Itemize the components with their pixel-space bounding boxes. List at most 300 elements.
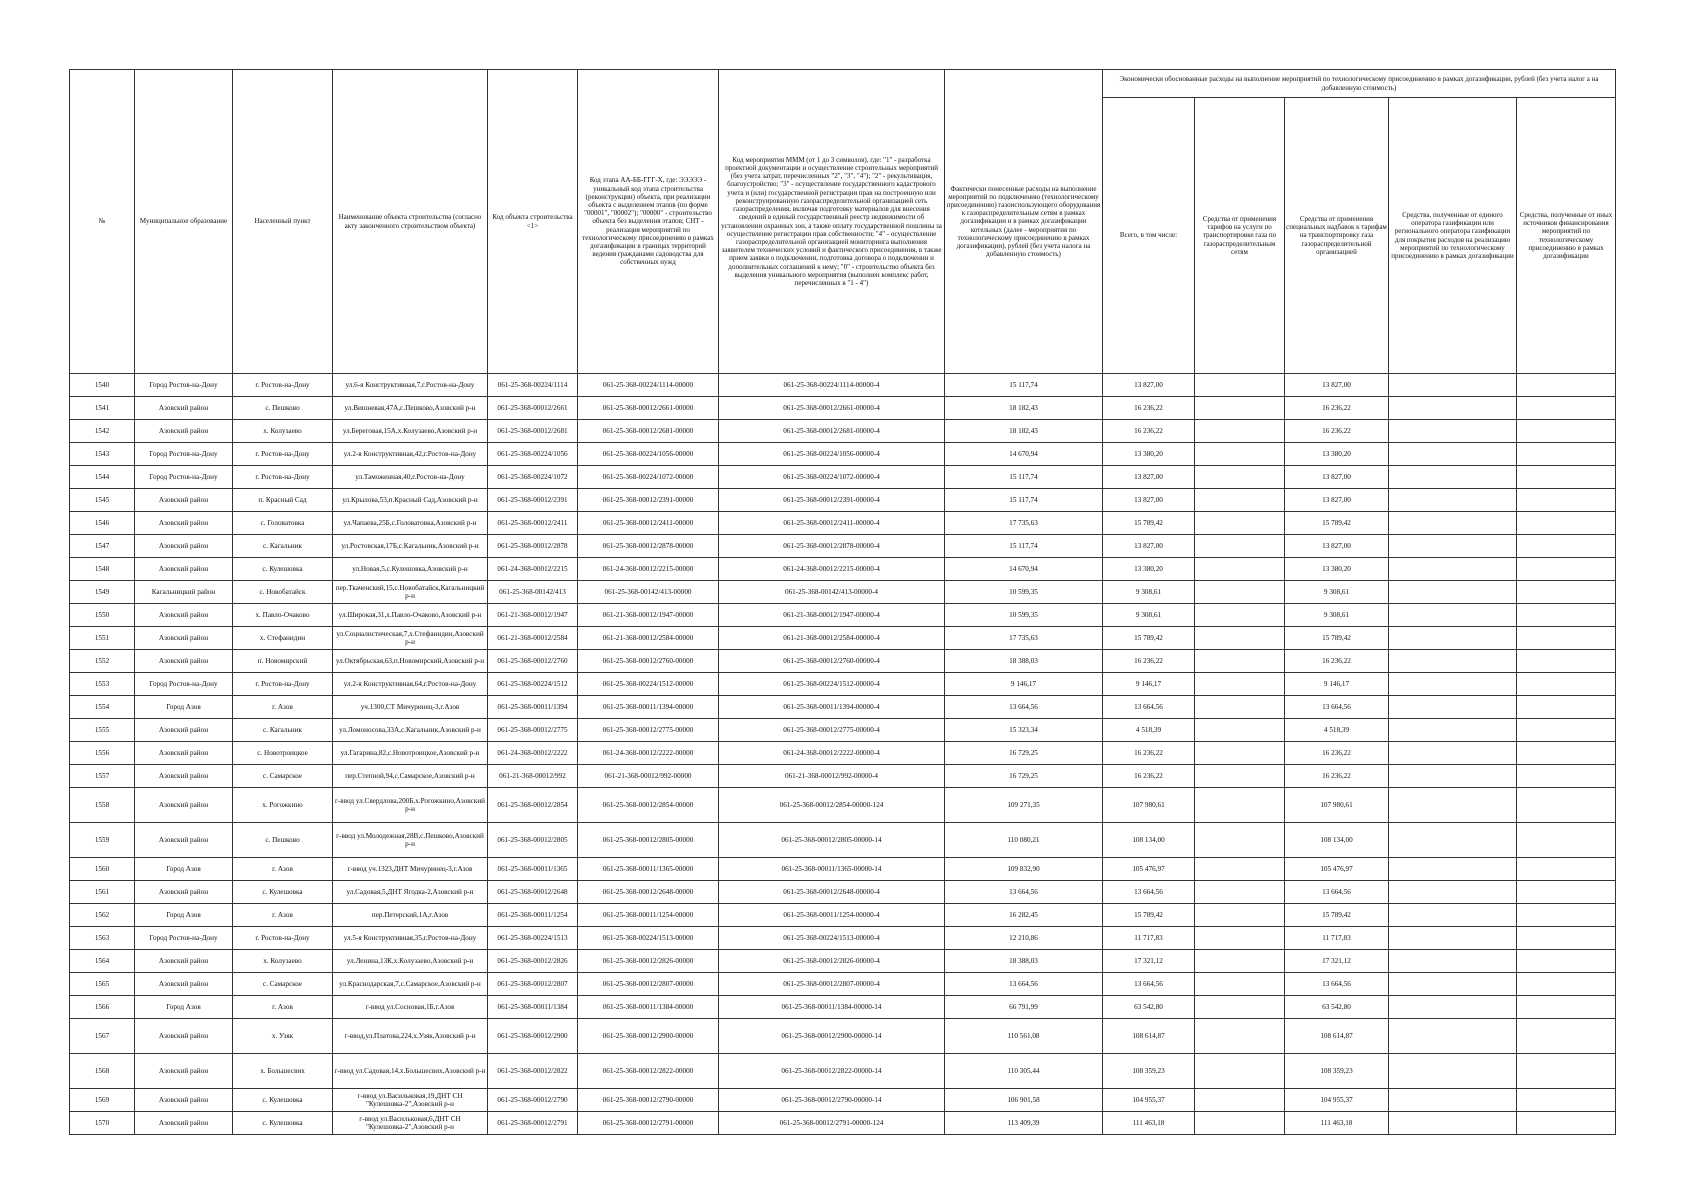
surcharge-funds-cell: 13 380,20: [1285, 558, 1389, 581]
municipality-cell: Азовский район: [135, 397, 233, 420]
tariff-funds-cell: [1195, 581, 1285, 604]
surcharge-funds-cell: 111 463,18: [1285, 1112, 1389, 1135]
total-cell: 16 236,22: [1103, 650, 1195, 673]
object-code-cell: 061-25-368-00012/2775: [488, 719, 578, 742]
municipality-cell: Азовский район: [135, 950, 233, 973]
header-settlement: Населенный пункт: [233, 70, 333, 374]
event-code-cell: 061-25-368-00012/2900-00000-14: [719, 1019, 945, 1054]
settlement-cell: х. Стефанидин: [233, 627, 333, 650]
object-code-cell: 061-24-368-00012/2222: [488, 742, 578, 765]
settlement-cell: х. Колузаево: [233, 420, 333, 443]
other-funds-cell: [1517, 466, 1616, 489]
actual-costs-cell: 14 670,94: [945, 558, 1103, 581]
header-municipality: Муниципальное образование: [135, 70, 233, 374]
municipality-cell: Азовский район: [135, 973, 233, 996]
tariff-funds-cell: [1195, 788, 1285, 823]
event-code-cell: 061-25-368-00012/2681-00000-4: [719, 420, 945, 443]
municipality-cell: Азовский район: [135, 558, 233, 581]
object-name-cell: ул.Гагарина,82,с.Новотроицкое,Азовский р-н: [333, 742, 488, 765]
object-name-cell: уч.1300,СТ Мичуринец-3,г.Азов: [333, 696, 488, 719]
total-cell: 17 321,12: [1103, 950, 1195, 973]
settlement-cell: х. Колузаево: [233, 950, 333, 973]
municipality-cell: Город Ростов-на-Дону: [135, 466, 233, 489]
municipality-cell: Город Ростов-на-Дону: [135, 443, 233, 466]
other-funds-cell: [1517, 788, 1616, 823]
stage-code-cell: 061-24-368-00012/2222-00000: [578, 742, 719, 765]
tariff-funds-cell: [1195, 558, 1285, 581]
municipality-cell: Азовский район: [135, 742, 233, 765]
municipality-cell: Азовский район: [135, 535, 233, 558]
row-number-cell: 1570: [70, 1112, 135, 1135]
total-cell: 13 827,00: [1103, 466, 1195, 489]
operator-funds-cell: [1389, 581, 1517, 604]
settlement-cell: с. Пешково: [233, 823, 333, 858]
table-header: [70, 70, 1616, 374]
total-cell: 63 542,80: [1103, 996, 1195, 1019]
row-number-cell: 1549: [70, 581, 135, 604]
table-row: [70, 673, 1616, 696]
tariff-funds-cell: [1195, 374, 1285, 397]
municipality-cell: Кагальницкий район: [135, 581, 233, 604]
stage-code-cell: 061-21-368-00012/1947-00000: [578, 604, 719, 627]
tariff-funds-cell: [1195, 673, 1285, 696]
tariff-funds-cell: [1195, 604, 1285, 627]
table-row: [70, 950, 1616, 973]
row-number-cell: 1567: [70, 1019, 135, 1054]
total-cell: 13 380,20: [1103, 558, 1195, 581]
object-code-cell: 061-25-368-00224/1056: [488, 443, 578, 466]
municipality-cell: Азовский район: [135, 719, 233, 742]
event-code-cell: 061-24-368-00012/2215-00000-4: [719, 558, 945, 581]
object-code-cell: 061-25-368-00012/2760: [488, 650, 578, 673]
other-funds-cell: [1517, 374, 1616, 397]
other-funds-cell: [1517, 535, 1616, 558]
operator-funds-cell: [1389, 788, 1517, 823]
total-cell: 15 789,42: [1103, 512, 1195, 535]
municipality-cell: Азовский район: [135, 788, 233, 823]
actual-costs-cell: 15 117,74: [945, 466, 1103, 489]
total-cell: 108 359,23: [1103, 1054, 1195, 1089]
event-code-cell: 061-25-368-00012/2805-00000-14: [719, 823, 945, 858]
total-cell: 13 380,20: [1103, 443, 1195, 466]
operator-funds-cell: [1389, 604, 1517, 627]
object-name-cell: ул.Ростовская,17Б,с.Кагальник,Азовский р-н: [333, 535, 488, 558]
surcharge-funds-cell: 13 664,56: [1285, 973, 1389, 996]
stage-code-cell: 061-25-368-00224/1513-00000: [578, 927, 719, 950]
object-name-cell: ул.Октябрьская,63,п.Новомирский,Азовский р-н: [333, 650, 488, 673]
municipality-cell: Город Ростов-на-Дону: [135, 374, 233, 397]
total-cell: 104 955,37: [1103, 1089, 1195, 1112]
stage-code-cell: 061-25-368-00142/413-00000: [578, 581, 719, 604]
tariff-funds-cell: [1195, 996, 1285, 1019]
surcharge-funds-cell: 15 789,42: [1285, 512, 1389, 535]
object-name-cell: ул.Вишневая,47А,с.Пешково,Азовский р-н: [333, 397, 488, 420]
actual-costs-cell: 109 271,35: [945, 788, 1103, 823]
row-number-cell: 1561: [70, 881, 135, 904]
actual-costs-cell: 17 735,63: [945, 627, 1103, 650]
stage-code-cell: 061-25-368-00012/2790-00000: [578, 1089, 719, 1112]
object-code-cell: 061-25-368-00012/2790: [488, 1089, 578, 1112]
settlement-cell: г. Азов: [233, 858, 333, 881]
event-code-cell: 061-25-368-00224/1114-00000-4: [719, 374, 945, 397]
other-funds-cell: [1517, 823, 1616, 858]
actual-costs-cell: 16 729,25: [945, 742, 1103, 765]
municipality-cell: Город Азов: [135, 858, 233, 881]
other-funds-cell: [1517, 1054, 1616, 1089]
object-name-cell: ул.Социалистическая,7,х.Стефанидин,Азовский р-н: [333, 627, 488, 650]
operator-funds-cell: [1389, 443, 1517, 466]
municipality-cell: Азовский район: [135, 1112, 233, 1135]
row-number-cell: 1568: [70, 1054, 135, 1089]
actual-costs-cell: 109 832,90: [945, 858, 1103, 881]
object-name-cell: г-ввод ул.Сосновая,1Б,г.Азов: [333, 996, 488, 1019]
object-name-cell: г-ввод,ул.Платова,224,х.Узяк,Азовский р-н: [333, 1019, 488, 1054]
event-code-cell: 061-25-368-00011/1254-00000-4: [719, 904, 945, 927]
municipality-cell: Азовский район: [135, 823, 233, 858]
object-name-cell: г-ввод ул.Молодежная,28В,с.Пешково,Азовский р-н: [333, 823, 488, 858]
surcharge-funds-cell: 13 664,56: [1285, 696, 1389, 719]
other-funds-cell: [1517, 742, 1616, 765]
stage-code-cell: 061-25-368-00224/1056-00000: [578, 443, 719, 466]
table-row: [70, 823, 1616, 858]
event-code-cell: 061-25-368-00011/1365-00000-14: [719, 858, 945, 881]
row-number-cell: 1564: [70, 950, 135, 973]
actual-costs-cell: 18 182,43: [945, 420, 1103, 443]
object-code-cell: 061-21-368-00012/1947: [488, 604, 578, 627]
row-number-cell: 1569: [70, 1089, 135, 1112]
surcharge-funds-cell: 104 955,37: [1285, 1089, 1389, 1112]
table-row: [70, 489, 1616, 512]
settlement-cell: с. Самарское: [233, 973, 333, 996]
actual-costs-cell: 113 409,39: [945, 1112, 1103, 1135]
surcharge-funds-cell: 15 789,42: [1285, 904, 1389, 927]
row-number-cell: 1566: [70, 996, 135, 1019]
total-cell: 105 476,97: [1103, 858, 1195, 881]
table-body: [70, 374, 1616, 1135]
actual-costs-cell: 106 901,58: [945, 1089, 1103, 1112]
table-row: [70, 443, 1616, 466]
event-code-cell: 061-25-368-00011/1384-00000-14: [719, 996, 945, 1019]
row-number-cell: 1556: [70, 742, 135, 765]
table-row: [70, 650, 1616, 673]
total-cell: 108 614,87: [1103, 1019, 1195, 1054]
total-cell: 13 827,00: [1103, 374, 1195, 397]
surcharge-funds-cell: 105 476,97: [1285, 858, 1389, 881]
object-name-cell: ул.5-я Конструктивная,35,г.Ростов-на-Дону: [333, 927, 488, 950]
table-row: [70, 627, 1616, 650]
table-row: [70, 973, 1616, 996]
other-funds-cell: [1517, 1089, 1616, 1112]
other-funds-cell: [1517, 650, 1616, 673]
stage-code-cell: 061-25-368-00012/2391-00000: [578, 489, 719, 512]
tariff-funds-cell: [1195, 535, 1285, 558]
settlement-cell: г. Азов: [233, 696, 333, 719]
stage-code-cell: 061-25-368-00012/2878-00000: [578, 535, 719, 558]
actual-costs-cell: 110 080,21: [945, 823, 1103, 858]
other-funds-cell: [1517, 1019, 1616, 1054]
other-funds-cell: [1517, 420, 1616, 443]
object-name-cell: ул.Садовая,5,ДНТ Ягодка-2,Азовский р-н: [333, 881, 488, 904]
table-row: [70, 397, 1616, 420]
row-number-cell: 1544: [70, 466, 135, 489]
event-code-cell: 061-25-368-00224/1056-00000-4: [719, 443, 945, 466]
table-row: [70, 1054, 1616, 1089]
actual-costs-cell: 13 664,56: [945, 696, 1103, 719]
table-row: [70, 788, 1616, 823]
stage-code-cell: 061-25-368-00012/2805-00000: [578, 823, 719, 858]
tariff-funds-cell: [1195, 627, 1285, 650]
object-code-cell: 061-25-368-00012/2411: [488, 512, 578, 535]
event-code-cell: 061-25-368-00012/2760-00000-4: [719, 650, 945, 673]
stage-code-cell: 061-25-368-00011/1394-00000: [578, 696, 719, 719]
operator-funds-cell: [1389, 558, 1517, 581]
tariff-funds-cell: [1195, 823, 1285, 858]
table-row: [70, 581, 1616, 604]
object-name-cell: г-ввод ул.Свердлова,200Б,х.Рогожкино,Азовский р-н: [333, 788, 488, 823]
settlement-cell: г. Азов: [233, 996, 333, 1019]
object-code-cell: 061-21-368-00012/2584: [488, 627, 578, 650]
settlement-cell: х. Павло-Очаково: [233, 604, 333, 627]
object-code-cell: 061-25-368-00011/1365: [488, 858, 578, 881]
row-number-cell: 1543: [70, 443, 135, 466]
header-group-justified-costs: Экономически обоснованные расходы на выполнение мероприятий по технологическому присоединению в рамках догазификации, рублей (без учета налог а на добавленную стоимость): [1103, 70, 1616, 98]
settlement-cell: с. Самарское: [233, 765, 333, 788]
row-number-cell: 1547: [70, 535, 135, 558]
municipality-cell: Азовский район: [135, 1054, 233, 1089]
total-cell: 11 717,83: [1103, 927, 1195, 950]
operator-funds-cell: [1389, 696, 1517, 719]
event-code-cell: 061-25-368-00012/2791-00000-124: [719, 1112, 945, 1135]
operator-funds-cell: [1389, 512, 1517, 535]
operator-funds-cell: [1389, 927, 1517, 950]
total-cell: 16 236,22: [1103, 420, 1195, 443]
other-funds-cell: [1517, 1112, 1616, 1135]
header-object-name: Наименование объекта строительства (согласно акту законченного строительством объекта): [333, 70, 488, 374]
total-cell: 16 236,22: [1103, 742, 1195, 765]
settlement-cell: х. Большесвих: [233, 1054, 333, 1089]
actual-costs-cell: 13 664,56: [945, 973, 1103, 996]
table-row: [70, 881, 1616, 904]
surcharge-funds-cell: 108 359,23: [1285, 1054, 1389, 1089]
settlement-cell: г. Ростов-на-Дону: [233, 466, 333, 489]
event-code-cell: 061-25-368-00012/2775-00000-4: [719, 719, 945, 742]
event-code-cell: 061-25-368-00012/2826-00000-4: [719, 950, 945, 973]
settlement-cell: г. Ростов-на-Дону: [233, 443, 333, 466]
event-code-cell: 061-25-368-00224/1512-00000-4: [719, 673, 945, 696]
stage-code-cell: 061-25-368-00012/2648-00000: [578, 881, 719, 904]
row-number-cell: 1560: [70, 858, 135, 881]
actual-costs-cell: 16 282,45: [945, 904, 1103, 927]
row-number-cell: 1553: [70, 673, 135, 696]
actual-costs-cell: 66 791,99: [945, 996, 1103, 1019]
actual-costs-cell: 18 388,03: [945, 650, 1103, 673]
stage-code-cell: 061-25-368-00224/1114-00000: [578, 374, 719, 397]
object-code-cell: 061-25-368-00011/1394: [488, 696, 578, 719]
stage-code-cell: 061-25-368-00224/1512-00000: [578, 673, 719, 696]
municipality-cell: Азовский район: [135, 1089, 233, 1112]
municipality-cell: Азовский район: [135, 420, 233, 443]
other-funds-cell: [1517, 881, 1616, 904]
event-code-cell: 061-25-368-00012/2648-00000-4: [719, 881, 945, 904]
operator-funds-cell: [1389, 535, 1517, 558]
operator-funds-cell: [1389, 673, 1517, 696]
event-code-cell: 061-25-368-00012/2661-00000-4: [719, 397, 945, 420]
header-other-funds: Средства, полученные от иных источников финансирования мероприятий по технологическому присоединению в рамках догазификации: [1517, 98, 1616, 374]
object-name-cell: ул.Краснодарская,7,с.Самарское,Азовский р-н: [333, 973, 488, 996]
municipality-cell: Азовский район: [135, 512, 233, 535]
event-code-cell: 061-25-368-00224/1072-00000-4: [719, 466, 945, 489]
operator-funds-cell: [1389, 466, 1517, 489]
object-code-cell: 061-25-368-00012/2854: [488, 788, 578, 823]
table-row: [70, 927, 1616, 950]
municipality-cell: Азовский район: [135, 604, 233, 627]
stage-code-cell: 061-21-368-00012/992-00000: [578, 765, 719, 788]
event-code-cell: 061-25-368-00012/2411-00000-4: [719, 512, 945, 535]
operator-funds-cell: [1389, 973, 1517, 996]
surcharge-funds-cell: 13 827,00: [1285, 374, 1389, 397]
other-funds-cell: [1517, 604, 1616, 627]
event-code-cell: 061-25-368-00012/2391-00000-4: [719, 489, 945, 512]
table-row: [70, 742, 1616, 765]
operator-funds-cell: [1389, 397, 1517, 420]
actual-costs-cell: 110 561,08: [945, 1019, 1103, 1054]
object-name-cell: ул.Новая,5,с.Кулешовка,Азовский р-н: [333, 558, 488, 581]
actual-costs-cell: 10 599,35: [945, 581, 1103, 604]
stage-code-cell: 061-21-368-00012/2584-00000: [578, 627, 719, 650]
header-surcharge-funds: Средства от применения специальных надбавок к тарифам на транспортировку газа газораспределительной организацией: [1285, 98, 1389, 374]
object-name-cell: ул.2-я Конструктивная,64,г.Ростов-на-Дону: [333, 673, 488, 696]
operator-funds-cell: [1389, 1112, 1517, 1135]
operator-funds-cell: [1389, 1054, 1517, 1089]
settlement-cell: с. Кулешовка: [233, 881, 333, 904]
surcharge-funds-cell: 9 308,61: [1285, 581, 1389, 604]
municipality-cell: Азовский район: [135, 489, 233, 512]
tariff-funds-cell: [1195, 466, 1285, 489]
row-number-cell: 1550: [70, 604, 135, 627]
object-name-cell: ул.Береговая,15А,х.Колузаево,Азовский р-н: [333, 420, 488, 443]
object-code-cell: 061-25-368-00142/413: [488, 581, 578, 604]
operator-funds-cell: [1389, 823, 1517, 858]
row-number-cell: 1558: [70, 788, 135, 823]
header-num: №: [70, 70, 135, 374]
surcharge-funds-cell: 9 146,17: [1285, 673, 1389, 696]
header-stage-code: Код этапа АА-ББ-ГГГ-Х, где: ЭЭЭЭЭ - уникальный код этапа строительства (реконструкции) объекта, при реализации объекта с выделением этапов (по форме "00001", "00002"); "00000" - строительство объекта без выделения этапов; СНТ - реализация мероприятий по технологическому присоединению в рамках догазификации в границах территорий ведения гражданами садоводства для собственных нужд: [578, 70, 719, 374]
table-row: [70, 1019, 1616, 1054]
municipality-cell: Азовский район: [135, 1019, 233, 1054]
row-number-cell: 1551: [70, 627, 135, 650]
other-funds-cell: [1517, 581, 1616, 604]
tariff-funds-cell: [1195, 443, 1285, 466]
settlement-cell: г. Азов: [233, 904, 333, 927]
settlement-cell: г. Ростов-на-Дону: [233, 673, 333, 696]
operator-funds-cell: [1389, 1089, 1517, 1112]
row-number-cell: 1565: [70, 973, 135, 996]
stage-code-cell: 061-25-368-00012/2791-00000: [578, 1112, 719, 1135]
stage-code-cell: 061-25-368-00012/2681-00000: [578, 420, 719, 443]
object-name-cell: г-ввод ул.Васильковая,6,ДНТ СН "Кулешовка-2",Азовский р-н: [333, 1112, 488, 1135]
object-code-cell: 061-25-368-00012/2391: [488, 489, 578, 512]
tariff-funds-cell: [1195, 1112, 1285, 1135]
total-cell: 108 134,00: [1103, 823, 1195, 858]
object-code-cell: 061-25-368-00011/1254: [488, 904, 578, 927]
surcharge-funds-cell: 15 789,42: [1285, 627, 1389, 650]
surcharge-funds-cell: 4 518,39: [1285, 719, 1389, 742]
other-funds-cell: [1517, 719, 1616, 742]
table-row: [70, 512, 1616, 535]
operator-funds-cell: [1389, 742, 1517, 765]
tariff-funds-cell: [1195, 904, 1285, 927]
other-funds-cell: [1517, 950, 1616, 973]
table-row: [70, 466, 1616, 489]
actual-costs-cell: 15 117,74: [945, 374, 1103, 397]
object-name-cell: ул.Чапаева,25Б,с.Головатовка,Азовский р-н: [333, 512, 488, 535]
surcharge-funds-cell: 108 134,00: [1285, 823, 1389, 858]
table-row: [70, 420, 1616, 443]
settlement-cell: с. Новотроицкое: [233, 742, 333, 765]
table-row: [70, 604, 1616, 627]
tariff-funds-cell: [1195, 489, 1285, 512]
actual-costs-cell: 15 323,34: [945, 719, 1103, 742]
table-row: [70, 696, 1616, 719]
other-funds-cell: [1517, 512, 1616, 535]
tariff-funds-cell: [1195, 973, 1285, 996]
municipality-cell: Город Азов: [135, 904, 233, 927]
other-funds-cell: [1517, 627, 1616, 650]
table-row: [70, 1112, 1616, 1135]
tariff-funds-cell: [1195, 512, 1285, 535]
municipality-cell: Город Ростов-на-Дону: [135, 673, 233, 696]
surcharge-funds-cell: 16 236,22: [1285, 397, 1389, 420]
object-name-cell: ул.Широкая,31,х.Павло-Очаково,Азовский р-н: [333, 604, 488, 627]
actual-costs-cell: 18 388,03: [945, 950, 1103, 973]
total-cell: 15 789,42: [1103, 627, 1195, 650]
event-code-cell: 061-21-368-00012/1947-00000-4: [719, 604, 945, 627]
settlement-cell: п. Новомирский: [233, 650, 333, 673]
object-code-cell: 061-25-368-00012/2661: [488, 397, 578, 420]
table-row: [70, 1089, 1616, 1112]
settlement-cell: с. Кулешовка: [233, 1089, 333, 1112]
surcharge-funds-cell: 13 380,20: [1285, 443, 1389, 466]
other-funds-cell: [1517, 904, 1616, 927]
other-funds-cell: [1517, 489, 1616, 512]
object-name-cell: пер.Петерский,1А,г.Азов: [333, 904, 488, 927]
other-funds-cell: [1517, 858, 1616, 881]
municipality-cell: Город Азов: [135, 696, 233, 719]
municipality-cell: Азовский район: [135, 765, 233, 788]
object-code-cell: 061-25-368-00012/2807: [488, 973, 578, 996]
surcharge-funds-cell: 16 236,22: [1285, 420, 1389, 443]
table-row: [70, 535, 1616, 558]
header-operator-funds: Средства, полученные от единого оператора газификации или регионального оператора газификации для покрытия расходов на реализацию мероприятий по технологическому присоединению в рамках догазификации: [1389, 98, 1517, 374]
surcharge-funds-cell: 17 321,12: [1285, 950, 1389, 973]
total-cell: 9 308,61: [1103, 581, 1195, 604]
operator-funds-cell: [1389, 489, 1517, 512]
tariff-funds-cell: [1195, 650, 1285, 673]
municipality-cell: Город Азов: [135, 996, 233, 1019]
surcharge-funds-cell: 108 614,87: [1285, 1019, 1389, 1054]
settlement-cell: п. Красный Сад: [233, 489, 333, 512]
stage-code-cell: 061-25-368-00012/2826-00000: [578, 950, 719, 973]
event-code-cell: 061-25-368-00012/2854-00000-124: [719, 788, 945, 823]
stage-code-cell: 061-25-368-00012/2411-00000: [578, 512, 719, 535]
object-name-cell: ул.Крылова,53,п.Красный Сад,Азовский р-н: [333, 489, 488, 512]
other-funds-cell: [1517, 973, 1616, 996]
object-name-cell: г-ввод ул.Васильковая,19,ДНТ СН "Кулешовка-2",Азовский р-н: [333, 1089, 488, 1112]
operator-funds-cell: [1389, 374, 1517, 397]
object-name-cell: ул.2-я Конструктивная,42,г.Ростов-на-Дону: [333, 443, 488, 466]
total-cell: 13 664,56: [1103, 696, 1195, 719]
header-total: Всего, в том числе:: [1103, 98, 1195, 374]
